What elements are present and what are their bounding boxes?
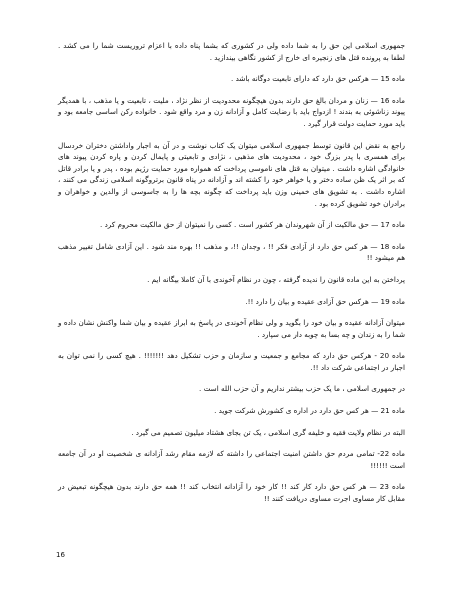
paragraph-article-19: ماده 19 — هرکس حق آزادی عقیده و بیان را دارد !!. (245, 296, 405, 306)
paragraph-article-21: ماده 21 — هر کس حق دارد در اداره ی کشورش شرکت جوید . (214, 406, 405, 416)
paragraph-article-18-commentary: پرداختن به این ماده قانون را ندیده گرفته ، چون در نظام آخوندی با آن کاملا بیگانه ایم . (147, 274, 405, 284)
paragraph-article-23: ماده 23 — هر کس حق دارد کار کند !! کار خود را آزادانه انتخاب کند !! همه حق دارند بدون هیچگونه تبعیض در مقابل کار مساوی اجرت مساوی دریافت کنند !! (58, 482, 405, 504)
page-number: 16 (56, 551, 65, 559)
paragraph-article-21-commentary: البته در نظام ولایت فقیه و خلیفه گری اسلامی ، یک تن بجای هشتاد میلیون تصمیم می گیرد . (131, 427, 405, 437)
paragraph-article-19-commentary: میتوان آزادانه عقیده و بیان خود را بگوید و ولی نظام آخوندی در پاسخ به ابراز عقیده و بیان شما واکنش نشان داده و شما را به زندان و چه بسا به چوبه دار می سپارد . (58, 318, 405, 339)
paragraph-article-15: ماده 15 — هرکس حق دارد که دارای تابعیت دوگانه باشد . (231, 74, 405, 84)
paragraph-article-18: ماده 18 — هر کس حق دارد از آزادی فکر !! ، وجدان !!، و مذهب !! بهره مند شود . این آزادی شامل تغییر مذهب هم میشود !! (58, 241, 405, 263)
paragraph-article-20-commentary: در جمهوری اسلامی ، ما یک حزب بیشتر نداریم و آن حزب الله است . (199, 384, 405, 394)
paragraph-article-16-commentary: راجع به نقض این قانون توسط جمهوری اسلامی میتوان یک کتاب نوشت و در آن به اجبار واداشتن دختران خردسال برای همسری با پدر بزرگ خود ، محدودیت های مذهبی ، نژادی و تابعیتی و پایمال کردن و پاره کردن پیوند های خانوادگی اشاره داشت . میتوان به قتل های ناموسی پرداخت که همواره مورد حمایت رژیم بوده ، پدر و یا برادر قاتل که بر اثر یک ظن ساده دختر و یا خواهر خود را کشته اند و آزادانه در پناه قانون برتروگونه اسلامی زندگی می کنند ، اشاره داشت . به تشویق های خمینی وزن باید پرداخت که چگونه بچه ها را به جاسوسی از والدین و خواهران و برادران خود تشویق کرده بود . (58, 140, 405, 208)
document-body (58, 40, 405, 505)
paragraph-article-22: ماده 22- تمامی مردم حق داشتن امنیت اجتماعی را داشته که لازمه مقام رشد آزادانه ی شخصیت او در آن جامعه است !!!!!! (58, 449, 405, 470)
paragraph-intro: جمهوری اسلامی این حق را به شما داده ولی در کشوری که بشما پناه داده با اعزام تروریست شما را می کشد . لطفا به پرونده قتل های زنجیره ای خارج از کشور نگاهی بیندازید . (58, 41, 405, 62)
paragraph-article-16: ماده 16 — زنان و مردان بالغ حق دارند بدون هیچگونه محدودیت از نظر نژاد ، ملیت ، تابعیت و یا مذهب ، با همدیگر پیوند زناشوئی به بندند ! ازدواج باید با رضایت کامل و آزادانه زن و مرد واقع شود . خانواده رکن اساسی جامعه بود و باید مورد حمایت دولت قرار گیرد . (58, 95, 405, 128)
paragraph-article-20: ماده 20 - هرکس حق دارد که مجامع و جمعیت و سازمان و حزب تشکیل دهد !!!!!!! . هیچ کسی را نمی توان به اجبار در اجتماعی شرکت داد !!. (58, 351, 405, 372)
paragraph-article-17: ماده 17 — حق مالکیت از آن شهروندان هر کشور است . کسی را نمیتوان از حق مالکیت محروم کرد . (100, 220, 405, 230)
